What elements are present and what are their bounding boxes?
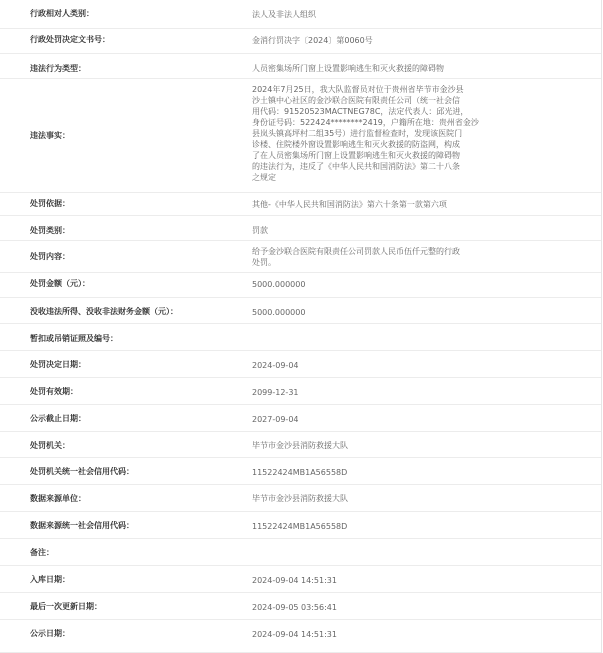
row-violation-facts [0,79,601,193]
field-value: 11522424MB1A56558D [252,522,348,531]
field-label: 违法行为类型： [30,64,86,73]
field-label: 处罚金额（元）： [30,279,90,288]
field-label: 公示截止日期： [30,414,86,423]
field-value: 毕节市金沙县消防救援大队 [252,441,348,450]
field-label: 公示日期： [30,629,70,638]
field-value: 11522424MB1A56558D [252,468,348,477]
row-penalty-basis [0,193,601,216]
row-penalty-authority [0,432,601,458]
field-label: 违法事实： [30,131,70,140]
field-label: 行政处罚决定文书号： [30,35,110,44]
field-label: 处罚有效期： [30,387,78,396]
field-value: 2027-09-04 [252,415,299,424]
field-label: 数据来源统一社会信用代码： [30,521,134,530]
field-label: 没收违法所得、没收非法财务金额（元）： [30,307,178,316]
field-label: 数据来源单位： [30,494,86,503]
row-last-update-date [0,593,601,620]
row-violation-type [0,54,601,79]
row-confiscated-amount [0,298,601,324]
row-remarks [0,539,601,566]
row-authority-credit-code [0,458,601,485]
field-label: 处罚机关统一社会信用代码： [30,467,134,476]
field-label: 备注： [30,548,54,557]
field-value: 2024年7月25日，我大队监督员对位于贵州省毕节市金沙县 沙土镇中心社区的金沙联合医院有限责任公司（统一社会信 用代码：91520523MACTNEG78C，法定代表人：邱光进， 身份证号码：522424********2419，户籍所在地：贵州省金沙 县岚头镇高坪村二组35号）进行监督检查时，发现该医院门 诊楼、住院楼外窗设置影响逃生和灭火救援的防盗网，构成 了在人员密集场所门窗上设置影响逃生和灭火救援的障碍物 的违法行为，违反了《中华人民共和国消防法》第二十八条 之规定 [252,85,479,182]
row-penalty-category [0,216,601,241]
field-label: 最后一次更新日期： [30,602,102,611]
field-value: 毕节市金沙县消防救援大队 [252,494,348,503]
field-value: 人员密集场所门窗上设置影响逃生和灭火救援的障碍物 [252,64,444,73]
field-label: 处罚类别： [30,226,70,235]
field-label: 处罚机关： [30,441,70,450]
row-decision-doc-number [0,29,601,54]
row-publicity-date [0,620,601,653]
field-value: 5000.000000 [252,308,306,317]
row-penalty-amount [0,273,601,298]
row-valid-until [0,378,601,405]
field-value: 2024-09-04 14:51:31 [252,576,337,585]
field-label: 暂扣或吊销证照及编号： [30,334,118,343]
field-label: 处罚依据： [30,199,70,208]
field-value: 2024-09-05 03:56:41 [252,603,337,612]
field-label: 入库日期： [30,575,70,584]
field-label: 行政相对人类别： [30,9,94,18]
field-value: 罚款 [252,226,268,235]
field-value: 5000.000000 [252,280,306,289]
row-publicity-deadline [0,405,601,432]
field-value: 给予金沙联合医院有限责任公司罚款人民币伍仟元整的行政 处罚。 [252,247,460,267]
field-value: 2024-09-04 [252,361,299,370]
row-counterparty-type [0,0,601,29]
field-value: 其他-《中华人民共和国消防法》第六十条第一款第六项 [252,200,447,209]
row-storage-date [0,566,601,593]
field-label: 处罚决定日期： [30,360,86,369]
row-data-source-unit [0,485,601,512]
field-value: 2024-09-04 14:51:31 [252,630,337,639]
row-data-source-credit-code [0,512,601,539]
row-license-revocation [0,324,601,351]
field-value: 2099-12-31 [252,388,299,397]
field-label: 处罚内容： [30,252,70,261]
row-decision-date [0,351,601,378]
row-penalty-content [0,241,601,273]
field-value: 金消行罚决字〔2024〕第0060号 [252,36,373,45]
field-value: 法人及非法人组织 [252,10,316,19]
